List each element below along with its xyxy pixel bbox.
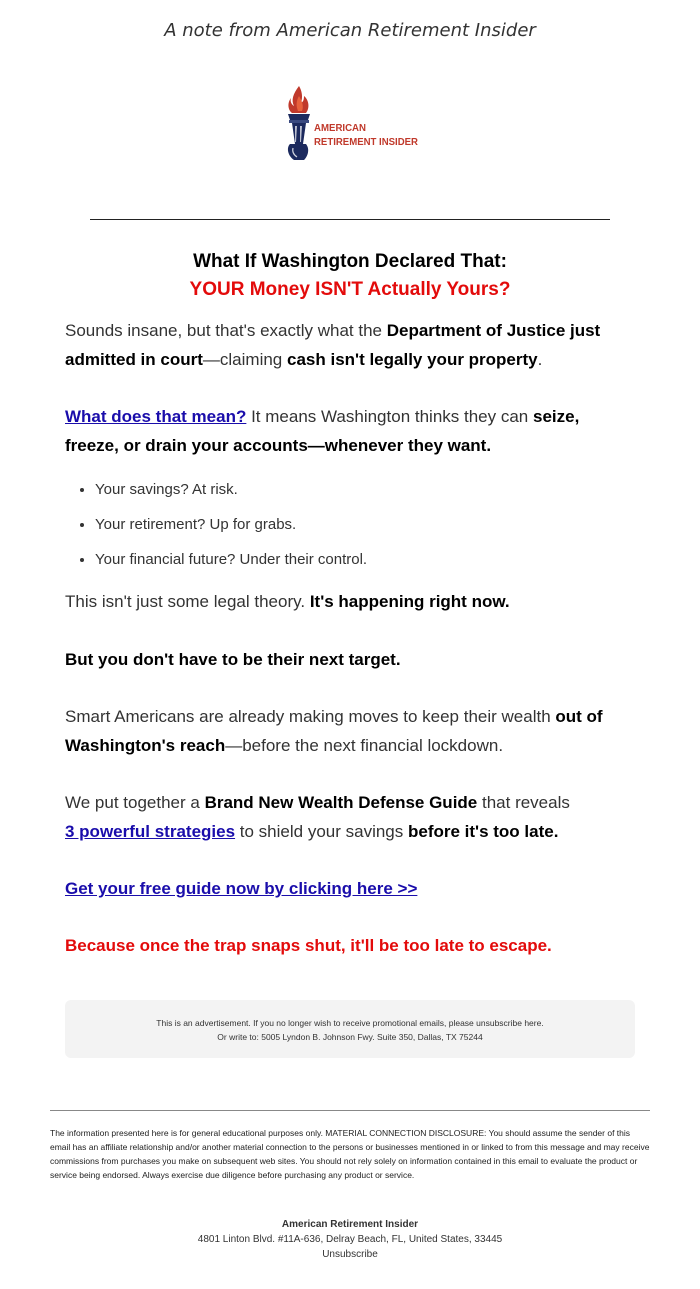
paragraph-2 xyxy=(65,402,635,460)
risk-list xyxy=(65,472,635,577)
bottom-divider xyxy=(50,1110,650,1111)
footer-company-name: American Retirement Insider xyxy=(281,1219,419,1230)
strategies-link[interactable]: 3 powerful strategies xyxy=(65,822,236,841)
p6-bold-b: Brand New Wealth Defense Guide xyxy=(204,793,478,812)
p5-bold-b: out of Washington's reach xyxy=(65,707,603,755)
p1-text-c: —claiming xyxy=(202,350,287,369)
torch-icon xyxy=(280,84,425,166)
logo xyxy=(280,84,425,166)
paragraph-4 xyxy=(65,645,635,674)
free-guide-link[interactable]: Get your free guide now by clicking here >> xyxy=(65,879,418,898)
p3-text-a: This isn't just some legal theory. xyxy=(65,592,310,611)
paragraph-5 xyxy=(65,702,635,760)
list-item: • Your savings? At risk. xyxy=(95,472,635,507)
headline-line1: What If Washington Declared That: xyxy=(193,251,507,272)
p6-bold-e: before it's too late. xyxy=(407,822,559,841)
unsubscribe-link[interactable]: Unsubscribe xyxy=(322,1249,378,1260)
p6-text-c: that reveals xyxy=(477,793,570,812)
top-divider xyxy=(90,219,610,220)
list-item: • Your financial future? Under their control. xyxy=(95,542,635,577)
paragraph-8-warning: Because once the trap snaps shut, it'll be too late to escape. xyxy=(65,936,552,955)
p2-bold-b: seize, freeze, or drain your accounts—whenever they want. xyxy=(65,407,580,455)
paragraph-3 xyxy=(65,587,635,616)
p4-bold: But you don't have to be their next target. xyxy=(65,650,401,669)
p3-bold-b: It's happening right now. xyxy=(309,592,510,611)
paragraph-1 xyxy=(65,316,635,374)
ad-notice-line1[interactable]: This is an advertisement. If you no longer wish to receive promotional emails, please unsubscribe here. xyxy=(156,1018,544,1028)
p5-text-c: —before the next financial lockdown. xyxy=(225,736,504,755)
p1-text-e: . xyxy=(537,350,543,369)
p1-text-a: Sounds insane, but that's exactly what the xyxy=(65,321,387,340)
p1-bold-b: Department of Justice just admitted in court xyxy=(65,321,601,369)
logo-line1: AMERICAN xyxy=(314,122,366,134)
p6-text-a: We put together a xyxy=(65,793,205,812)
disclosure-text: The information presented here is for general educational purposes only. MATERIAL CONNECTION DISCLOSURE: You should assume the sender of this email has an affiliate relationship and/or another material connection to the persons or businesses mentioned in or linked to from this message and may receive commissions from purchases you make on subsequent web sites. You should not rely solely on information contained in this email to evaluate the product or service being endorsed. Always exercise due diligence before purchasing any product or service. xyxy=(50,1128,650,1180)
p1-bold-d: cash isn't legally your property xyxy=(287,350,538,369)
paragraph-7 xyxy=(65,874,635,903)
headline-line2: YOUR Money ISN'T Actually Yours? xyxy=(189,279,511,300)
p5-text-a: Smart Americans are already making moves to keep their wealth xyxy=(65,707,556,726)
footer-address: 4801 Linton Blvd. #11A-636, Delray Beach, FL, United States, 33445 xyxy=(197,1234,503,1245)
list-item: • Your retirement? Up for grabs. xyxy=(95,507,635,542)
ad-notice-box xyxy=(65,1000,635,1058)
p6-text-d: to shield your savings xyxy=(235,822,408,841)
header-note: A note from American Retirement Insider xyxy=(164,20,536,41)
footer xyxy=(0,1217,700,1262)
logo-line2: RETIREMENT INSIDER xyxy=(314,136,419,148)
p2-text-a: It means Washington thinks they can xyxy=(246,407,533,426)
headline xyxy=(0,249,700,303)
email-body xyxy=(65,316,635,960)
what-does-that-mean-link[interactable]: What does that mean? xyxy=(65,407,247,426)
paragraph-6 xyxy=(65,788,635,846)
ad-notice-address: Or write to: 5005 Lyndon B. Johnson Fwy. Suite 350, Dallas, TX 75244 xyxy=(217,1032,483,1042)
